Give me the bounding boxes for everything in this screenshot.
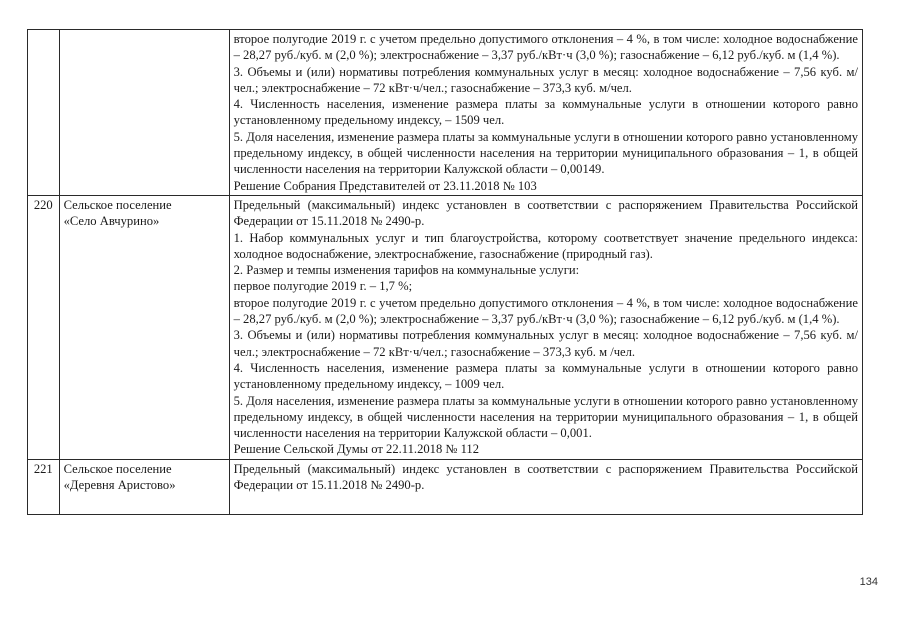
row-number: 221 bbox=[28, 459, 60, 514]
page-number: 134 bbox=[859, 576, 878, 588]
description-paragraph: 5. Доля населения, изменение размера платы за коммунальные услуги в отношении которого равно установленному предельному индексу, в общей численности населения на территории муниципального образования – 1, в общей численности населения на территории Калужской области – 0,00149. bbox=[233, 129, 858, 177]
description-paragraph: 4. Численность населения, изменение размера платы за коммунальные услуги в отношении которого равно установленному предельному индексу, – 1509 чел. bbox=[233, 97, 858, 128]
row-number bbox=[28, 30, 60, 196]
settlement-name-line1: Сельское поселение bbox=[63, 197, 172, 212]
table-row bbox=[28, 30, 863, 196]
settlement-name-line2: «Деревня Аристово» bbox=[63, 478, 176, 493]
description-paragraph: 1. Набор коммунальных услуг и тип благоустройства, которому соответствует значение предельного индекса: холодное водоснабжение, электроснабжение, газоснабжение (природный газ). bbox=[233, 230, 858, 261]
description-paragraph: Предельный (максимальный) индекс установлен в соответствии с распоряжением Правительства Российской Федерации от 15.11.2018 № 2490-р. bbox=[233, 461, 858, 493]
settlement-name bbox=[59, 30, 229, 196]
description-paragraph: 2. Размер и темпы изменения тарифов на коммунальные услуги: bbox=[233, 263, 580, 278]
settlement-name bbox=[59, 195, 229, 459]
settlement-name bbox=[59, 459, 229, 514]
description-paragraph: второе полугодие 2019 г. с учетом предельно допустимого отклонения – 4 %, в том числе: холодное водоснабжение – 28,27 руб./куб. м (2,0 %); электроснабжение – 3,37 руб./кВт·ч (3,0 %); газоснабжение – 6,12 руб./куб. м (1,4 %). bbox=[233, 295, 858, 327]
description-paragraph: Предельный (максимальный) индекс установлен в соответствии с распоряжением Правительства Российской Федерации от 15.11.2018 № 2490-р. bbox=[233, 197, 858, 229]
settlement-name-line2: «Село Авчурино» bbox=[63, 214, 160, 229]
index-description bbox=[229, 30, 862, 196]
row-number: 220 bbox=[28, 195, 60, 459]
decision-reference: Решение Сельской Думы от 22.11.2018 № 112 bbox=[233, 442, 479, 457]
description-paragraph: второе полугодие 2019 г. с учетом предельно допустимого отклонения – 4 %, в том числе: холодное водоснабжение – 28,27 руб./куб. м (2,0 %); электроснабжение – 3,37 руб./кВт·ч (3,0 %); газоснабжение – 6,12 руб./куб. м (1,4 %). bbox=[233, 32, 858, 63]
decision-reference: Решение Собрания Представителей от 23.11.2018 № 103 bbox=[233, 178, 537, 193]
table-row bbox=[28, 195, 863, 459]
description-paragraph: 3. Объемы и (или) нормативы потребления коммунальных услуг в месяц: холодное водоснабжение – 7,56 куб. м/чел.; электроснабжение – 72 кВт·ч/чел.; газоснабжение – 373,3 куб. м /чел. bbox=[233, 328, 858, 359]
index-description bbox=[229, 459, 862, 514]
index-description bbox=[229, 195, 862, 459]
description-paragraph: 4. Численность населения, изменение размера платы за коммунальные услуги в отношении которого равно установленному предельному индексу, – 1009 чел. bbox=[233, 360, 858, 392]
description-paragraph: 5. Доля населения, изменение размера платы за коммунальные услуги в отношении которого равно установленному предельному индексу, в общей численности населения на территории муниципального образования – 1, в общей численности населения на территории Калужской области – 0,001. bbox=[233, 393, 858, 441]
description-paragraph: 3. Объемы и (или) нормативы потребления коммунальных услуг в месяц: холодное водоснабжение – 7,56 куб. м/чел.; электроснабжение – 72 кВт·ч/чел.; газоснабжение – 373,3 куб. м/чел. bbox=[233, 64, 858, 95]
table-row bbox=[28, 459, 863, 514]
settlement-name-line1: Сельское поселение bbox=[63, 461, 172, 476]
description-paragraph: первое полугодие 2019 г. – 1,7 %; bbox=[233, 279, 413, 294]
tariff-index-table bbox=[27, 29, 863, 515]
